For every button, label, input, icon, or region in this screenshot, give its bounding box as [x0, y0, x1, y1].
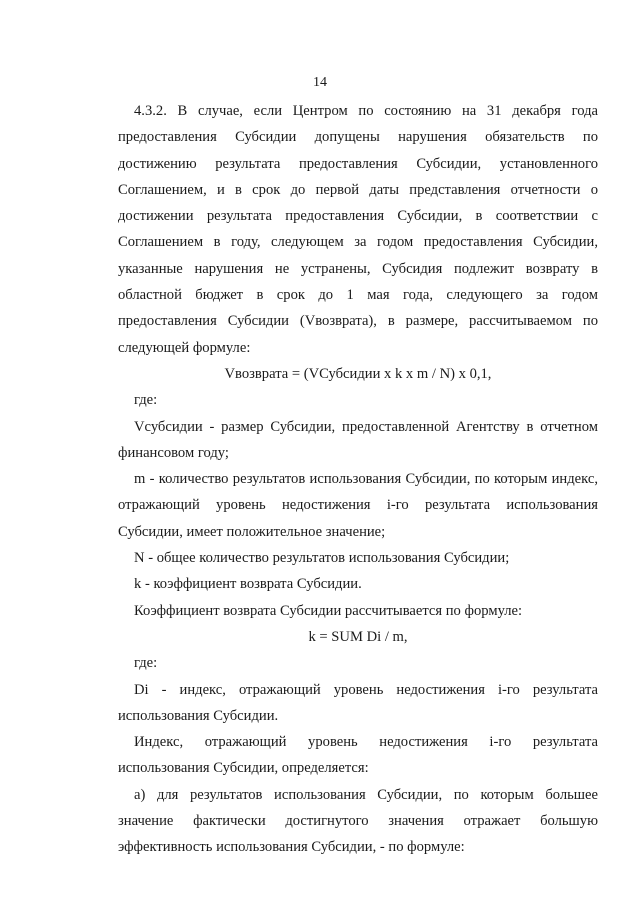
page-number: 14	[313, 75, 327, 90]
document-body	[118, 98, 598, 861]
definition-m: m - количество результатов использования Субсидии, по которым индекс, отражающий уровень недостижения i-го результата использования Субсидии, имеет положительное значение;	[118, 471, 598, 540]
formula-k: k = SUM Di / m,	[308, 628, 408, 645]
definition-k: k - коэффициент возврата Субсидии.	[134, 576, 362, 593]
paragraph-a-greater-value: а) для результатов использования Субсидии, по которым большее значение фактически достигнутого значения отражает большую эффективность использования Субсидии, - по формуле:	[118, 786, 598, 856]
paragraph-index-determination: Индекс, отражающий уровень недостижения i-го результата использования Субсидии, определяется:	[118, 734, 598, 777]
where-label: где:	[134, 655, 158, 672]
where-label: где:	[134, 392, 158, 409]
paragraph-k-formula-intro: Коэффициент возврата Субсидии рассчитывается по формуле:	[134, 602, 523, 619]
paragraph-4-3-2: 4.3.2. В случае, если Центром по состоянию на 31 декабря года предоставления Субсидии допущены нарушения обязательств по достижению результата предоставления Субсидии, установленного Соглашением, и в срок до первой даты представления отчетности о достижении результата предоставления Субсидии, в соответствии с Соглашением в году, следующем за годом предоставления Субсидии, указанные нарушения не устранены, Субсидия подлежит возврату в областной бюджет в срок до 1 мая года, следующего за годом предоставления Субсидии (Vвозврата), в размере, рассчитываемом по следующей формуле:	[118, 103, 598, 356]
formula-v-vozvrata: Vвозврата = (VСубсидии x k x m / N) x 0,1,	[224, 365, 492, 382]
definition-v-subsidii: Vсубсидии - размер Субсидии, предоставленной Агентству в отчетном финансовом году;	[118, 418, 598, 461]
definition-n: N - общее количество результатов использования Субсидии;	[134, 550, 510, 567]
definition-di: Di - индекс, отражающий уровень недостижения i-го результата использования Субсидии.	[118, 681, 598, 724]
